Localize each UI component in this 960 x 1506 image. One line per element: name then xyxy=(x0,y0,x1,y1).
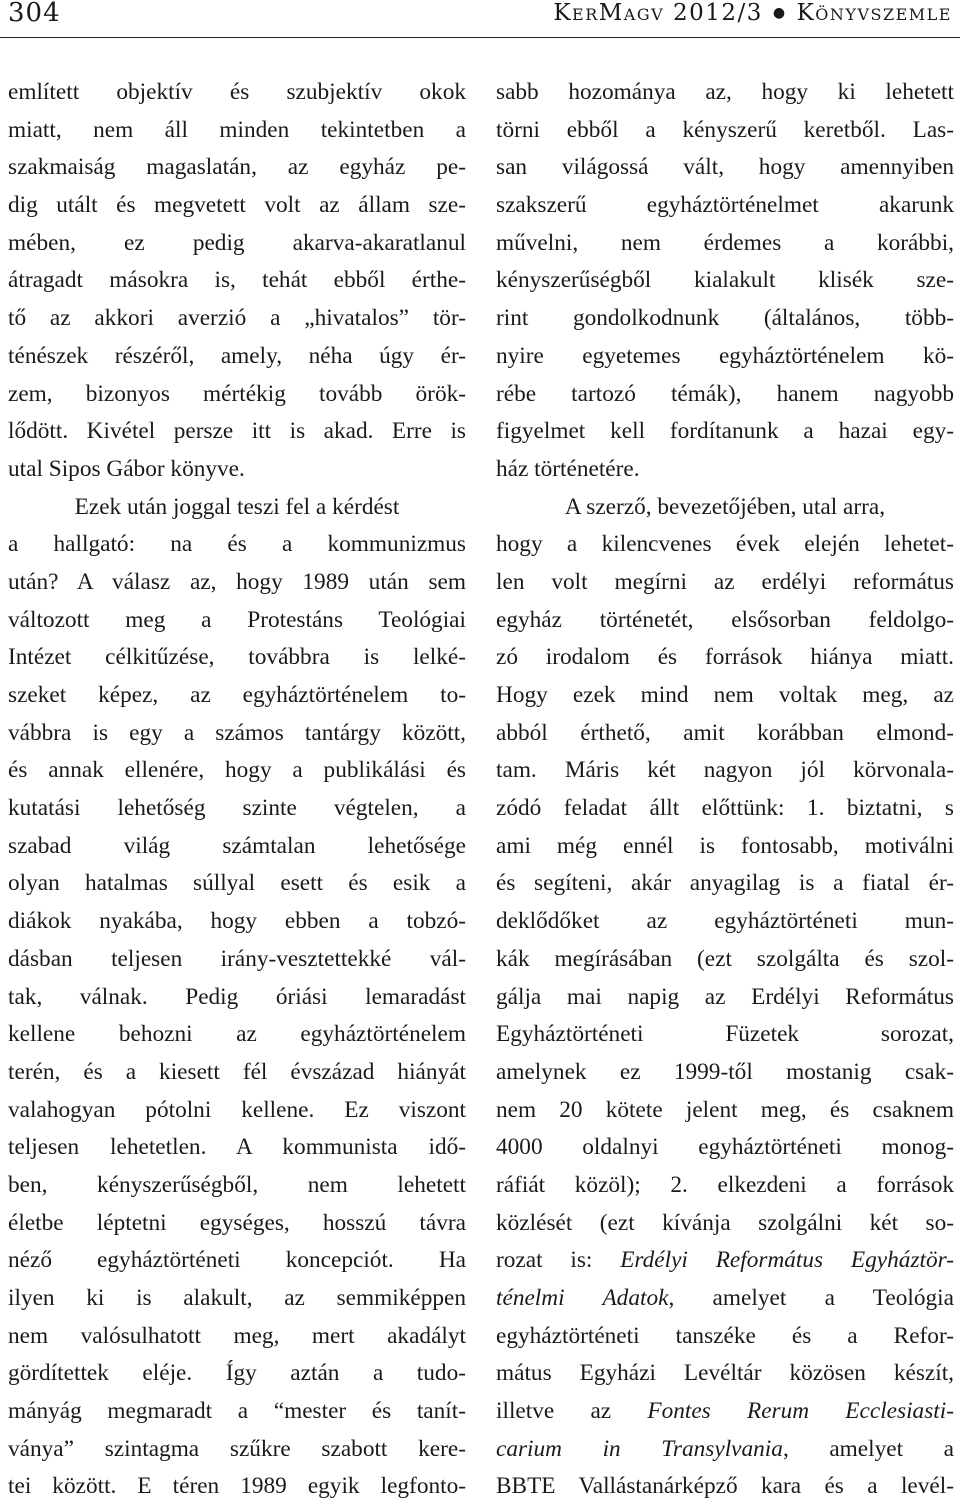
text-line: rint gondolkodnunk (általános, több- xyxy=(496,305,954,332)
text-line xyxy=(496,1431,954,1469)
italic-title: Erdélyi Református Egyháztör- xyxy=(620,1247,954,1274)
running-head xyxy=(553,0,952,26)
text-line: Hogy ezek mind nem voltak meg, az xyxy=(496,682,954,708)
text-line xyxy=(496,1242,954,1280)
page-number: 304 xyxy=(8,0,61,28)
text-line: ami még ennél is fontosabb, motiválni xyxy=(496,832,954,859)
text-line: zó irodalom és források hiánya miatt. xyxy=(496,644,954,671)
text-line: san világossá vált, hogy amennyiben xyxy=(496,154,954,181)
text-line: egyháztörténeti tanszéke és a Refor- xyxy=(496,1322,954,1349)
text-line: néző egyháztörténeti koncepciót. Ha xyxy=(8,1247,466,1274)
text-line: diákok nyakába, hogy ebben a tobzó- xyxy=(8,908,466,935)
text-line: ház történetére. xyxy=(496,455,640,482)
text-line: lődött. Kivétel persze itt is akad. Erre is xyxy=(8,418,466,445)
text-line: szakszerű egyháztörténelmet akarunk xyxy=(496,192,954,219)
text-line: kák megírásában (ezt szolgálta és szol- xyxy=(496,945,954,972)
text-line: mátus Egyházi Levéltár közösen készít, xyxy=(496,1360,954,1387)
text-line: törni ebből a kényszerű keretből. Las- xyxy=(496,116,954,143)
text-line: vábbra is egy a számos tantárgy között, xyxy=(8,719,466,746)
text-line: ráfiát közöl); 2. elkezdeni a források xyxy=(496,1171,954,1198)
text-line: közlését (ezt kívánja szolgálni két so- xyxy=(496,1209,954,1236)
right-column xyxy=(496,74,954,1506)
text-line: mányág megmaradt a “mester és tanít- xyxy=(8,1398,466,1425)
left-column xyxy=(8,74,466,1506)
text-line: len volt megírni az erdélyi református xyxy=(496,568,954,595)
text-line: változott meg a Protestáns Teológiai xyxy=(8,606,466,633)
text-line: BBTE Vallástanárképző kara és a levél- xyxy=(496,1473,954,1500)
text-line: tak, válnak. Pedig óriási lemaradást xyxy=(8,983,466,1010)
text-line: szabad világ számtalan lehetősége xyxy=(8,832,466,859)
text-line: zódó feladat állt előttünk: 1. biztatni, s xyxy=(496,795,954,822)
text-line: figyelmet kell fordítanunk a hazai egy- xyxy=(496,418,954,445)
italic-title: carium in Transylvania xyxy=(496,1435,783,1462)
text-line: ténészek részéről, amely, néha úgy ér- xyxy=(8,342,466,369)
italic-title: ténelmi Adatok xyxy=(496,1285,669,1311)
text-line: kellene behozni az egyháztörténelem xyxy=(8,1021,466,1048)
header-rule xyxy=(0,37,960,38)
text-line xyxy=(496,1280,954,1318)
text-line: életbe léptetni egységes, hosszú távra xyxy=(8,1209,466,1236)
text-line: kényszerűségből kialakult klisék sze- xyxy=(496,267,954,294)
text-line: teljesen lehetetlen. A kommunista idő- xyxy=(8,1134,466,1161)
text-line: ványa” szintagma szűkre szabott kere- xyxy=(8,1435,466,1462)
text-line: átragadt másokra is, tehát ebből érthe- xyxy=(8,267,466,294)
text-line: a hallgató: na és a kommunizmus xyxy=(8,531,466,558)
text-line: terén, és a kiesett fél évszázad hiányát xyxy=(8,1058,466,1085)
text-line: valahogyan pótolni kellene. Ez viszont xyxy=(8,1096,466,1123)
text-line: tam. Máris két nagyon jól körvonala- xyxy=(496,757,954,784)
text-line: miatt, nem áll minden tekintetben a xyxy=(8,116,466,143)
text-line: után? A válasz az, hogy 1989 után sem xyxy=(8,568,466,595)
text-line: deklődőket az egyháztörténeti mun- xyxy=(496,908,954,935)
text-line: sabb hozománya az, hogy ki lehetett xyxy=(496,79,954,105)
text-line: 4000 oldalnyi egyháztörténeti monog- xyxy=(496,1134,954,1161)
text-line: említett objektív és szubjektív okok xyxy=(8,79,466,105)
italic-title: Fontes Rerum Ecclesiasti- xyxy=(647,1398,954,1425)
text-run: rozat is: xyxy=(496,1247,621,1274)
text-line: abból érthető, amit korábban elmond- xyxy=(496,719,954,746)
text-line: olyan hatalmas súllyal esett és esik a xyxy=(8,870,466,897)
text-line: gálja mai napig az Erdélyi Református xyxy=(496,983,954,1010)
text-line: szeket képez, az egyháztörténelem to- xyxy=(8,682,466,708)
text-line: dig utált és megvetett volt az állam sze- xyxy=(8,192,466,219)
text-line: tei között. E téren 1989 egyik legfonto- xyxy=(8,1473,466,1500)
text-line: zem, bizonyos mértékig tovább örök- xyxy=(8,380,466,407)
text-run: , amelyet a xyxy=(782,1435,954,1462)
text-line: kutatási lehetőség szinte végtelen, a xyxy=(8,795,466,822)
text-line: nem valósulhatott meg, mert akadályt xyxy=(8,1322,466,1349)
text-line: nyire egyetemes egyháztörténelem kö- xyxy=(496,342,954,369)
text-line: amelynek ez 1999-től mostanig csak- xyxy=(496,1058,954,1085)
text-line: A szerző, bevezetőjében, utal arra, xyxy=(564,493,886,520)
text-line: rébe tartozó témák), hanem nagyobb xyxy=(496,380,954,407)
text-line: Ezek után joggal teszi fel a kérdést xyxy=(74,493,400,520)
text-line: gördítettek eléje. Így aztán a tudo- xyxy=(8,1360,466,1387)
text-line: és segíteni, akár anyagilag is a fiatal ér- xyxy=(496,870,954,897)
text-line: nem 20 kötete jelent meg, és csaknem xyxy=(496,1096,954,1123)
text-line: egyház történetét, elsősorban feldolgo- xyxy=(496,606,954,633)
text-line: szakmaiság magaslatán, az egyház pe- xyxy=(8,154,466,181)
text-line: és annak ellenére, hogy a publikálási és xyxy=(8,757,466,784)
text-line: ben, kényszerűségből, nem lehetett xyxy=(8,1171,466,1198)
text-line: dásban teljesen irány-vesztettekké vál- xyxy=(8,945,466,972)
text-line: Intézet célkitűzése, továbbra is lelké- xyxy=(8,644,466,671)
text-line: ilyen ki is alakult, az semmiképpen xyxy=(8,1285,466,1311)
text-line: mében, ez pedig akarva-akaratlanul xyxy=(8,229,466,256)
section-title: Könyvszemle xyxy=(796,0,952,26)
running-header xyxy=(0,0,960,40)
text-run: illetve az xyxy=(496,1398,648,1425)
journal-title: KerMagv 2012/3 xyxy=(553,0,763,26)
text-line: Egyháztörténeti Füzetek sorozat, xyxy=(496,1021,954,1048)
text-line: tő az akkori averzió a „hivatalos” tör- xyxy=(8,305,466,332)
bullet-separator: ● xyxy=(772,5,787,21)
text-line: hogy a kilencvenes évek elején lehetet- xyxy=(496,531,954,558)
text-line xyxy=(496,1393,954,1431)
text-line: művelni, nem érdemes a korábbi, xyxy=(496,229,954,256)
text-line: utal Sipos Gábor könyve. xyxy=(8,455,245,482)
text-run: , amelyet a Teológia xyxy=(668,1285,954,1311)
